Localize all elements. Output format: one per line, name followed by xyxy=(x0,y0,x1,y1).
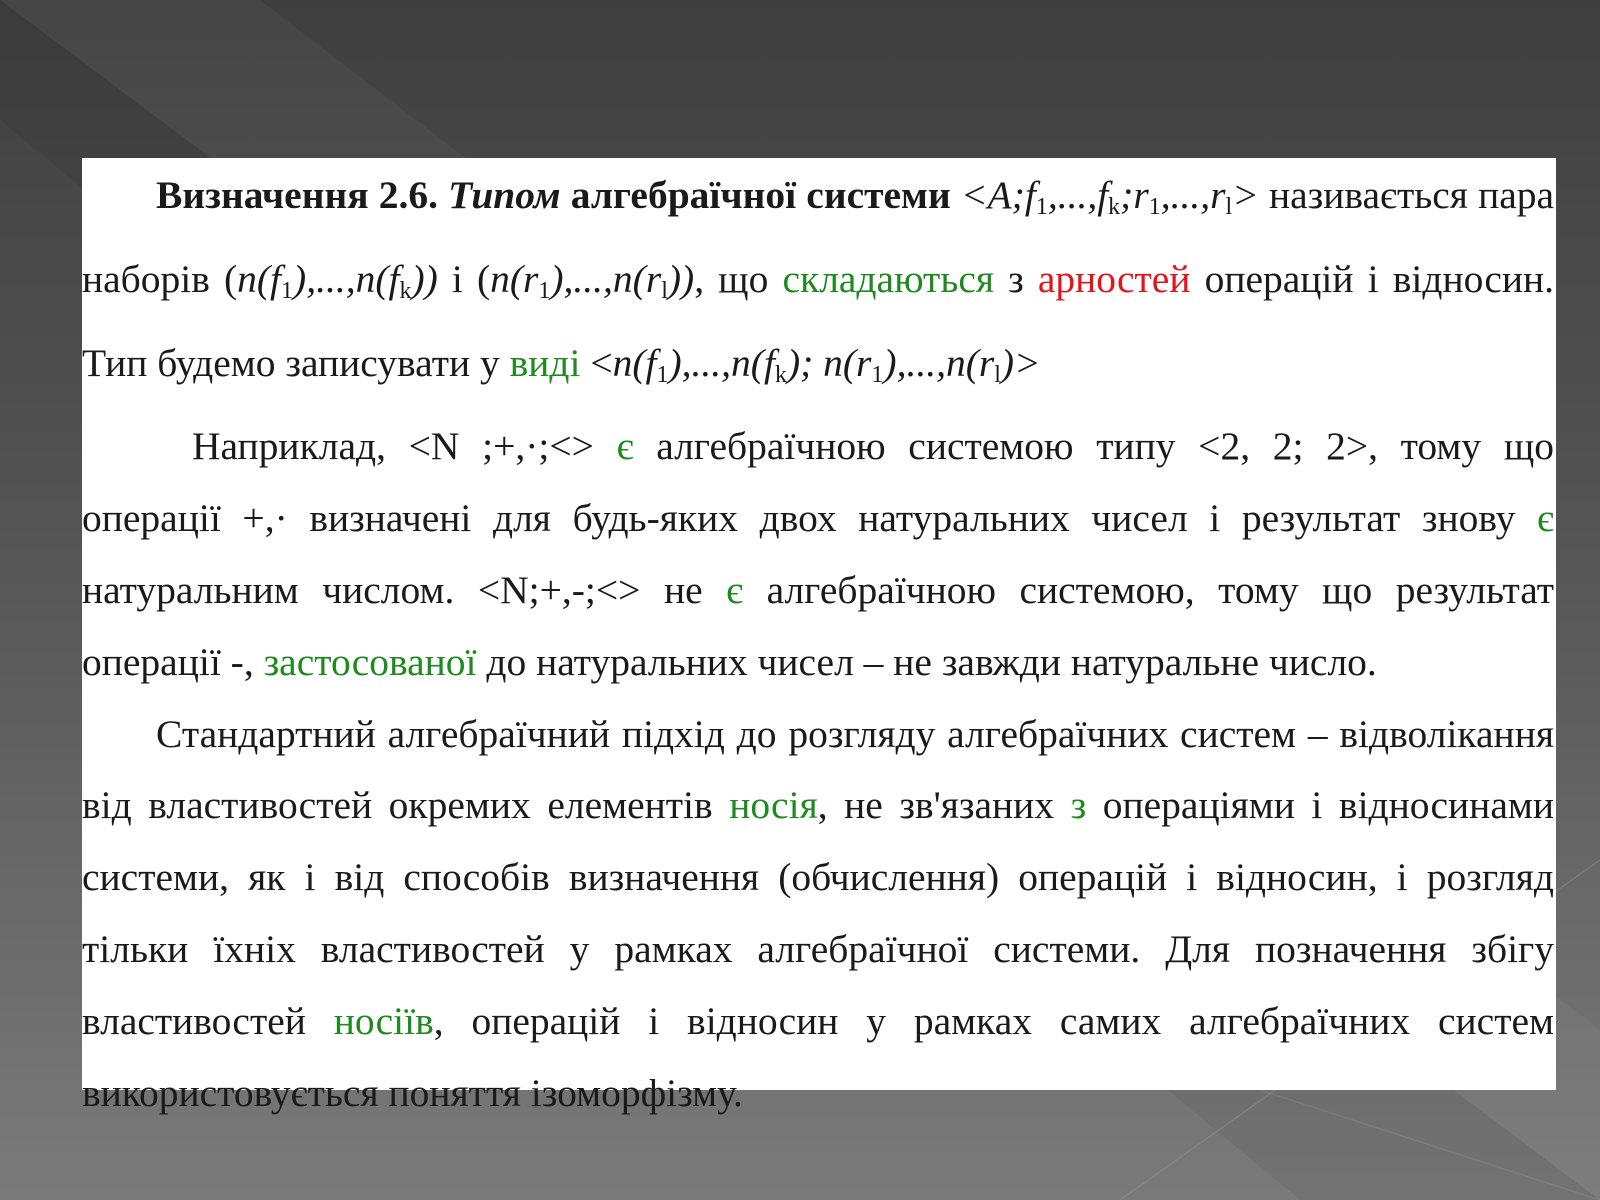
approach-text: Стандартний алгебраїчний підхід до розгляду алгебраїчних систем – відволікання від властивостей окремих елементів xyxy=(82,711,1554,828)
highlighted-word: є xyxy=(1537,496,1554,541)
highlighted-word: носія xyxy=(729,783,818,828)
highlighted-word: носіїв xyxy=(333,998,434,1043)
highlighted-word: виді xyxy=(509,340,581,385)
approach-text: , не зв'язаних xyxy=(817,783,1071,828)
highlighted-word: є xyxy=(726,567,744,612)
type-formula: $n(f_1),...,n(f_k)$; $n(r_1),...,n(r_l)>$ xyxy=(612,340,1041,388)
signature-formula: $<A;f_1,...,f_k;r_1,...,r_l>$ xyxy=(960,173,1259,220)
definition-text: з xyxy=(994,256,1038,301)
highlighted-word: з xyxy=(1070,783,1087,828)
definition-text: , що xyxy=(694,256,783,301)
slide-text-block xyxy=(82,158,1556,1115)
arity-formula-rels: $n(r_1),...,n(r_l)$) xyxy=(490,256,695,304)
definition-text: називається пара наборів ( xyxy=(82,173,1555,301)
highlighted-word-red: арностей xyxy=(1037,256,1191,301)
definition-paragraph xyxy=(82,160,1554,411)
approach-text: , операцій і відносин у рамках самих алгебраїчних систем використовується поняття ізоморфізму. xyxy=(82,998,1554,1115)
definition-text: < xyxy=(580,340,613,385)
highlighted-word: застосованої xyxy=(263,639,477,684)
definition-bold-text: алгебраїчної системи xyxy=(570,173,951,217)
approach-paragraph xyxy=(82,699,1554,1130)
definition-text: і ( xyxy=(437,256,491,301)
example-text: натуральним числом. <N;+,-;<> не xyxy=(82,567,727,612)
definition-text: операцій і відносин. Тип будемо записувати у xyxy=(82,256,1555,385)
arity-formula-ops: $n(f_1),...,n(f_k)$) xyxy=(237,256,438,304)
example-text: алгебраїчною системою, тому що результат операції -, xyxy=(82,567,1554,684)
approach-text: операціями і відносинами системи, як і від способів визначення (обчислення) операцій і відносин, і розгляд тільки їхніх властивостей у рамках алгебраїчної системи. Для позначення збігу властивостей xyxy=(82,783,1554,1043)
example-text: Наприклад, <N ;+,·;<> xyxy=(192,424,617,469)
example-text: алгебраїчною системою типу <2, 2; 2>, тому що операції +,· визначені для будь-яких двох натуральних чисел і результат знову xyxy=(82,424,1554,541)
highlighted-word: складаються xyxy=(782,256,995,301)
example-text: до натуральних чисел – не завжди натуральне число. xyxy=(476,639,1377,684)
definition-label: Визначення 2.6. xyxy=(156,173,438,217)
highlighted-word: є xyxy=(616,424,634,469)
defined-term: Типом xyxy=(448,173,561,217)
example-paragraph xyxy=(82,411,1554,698)
